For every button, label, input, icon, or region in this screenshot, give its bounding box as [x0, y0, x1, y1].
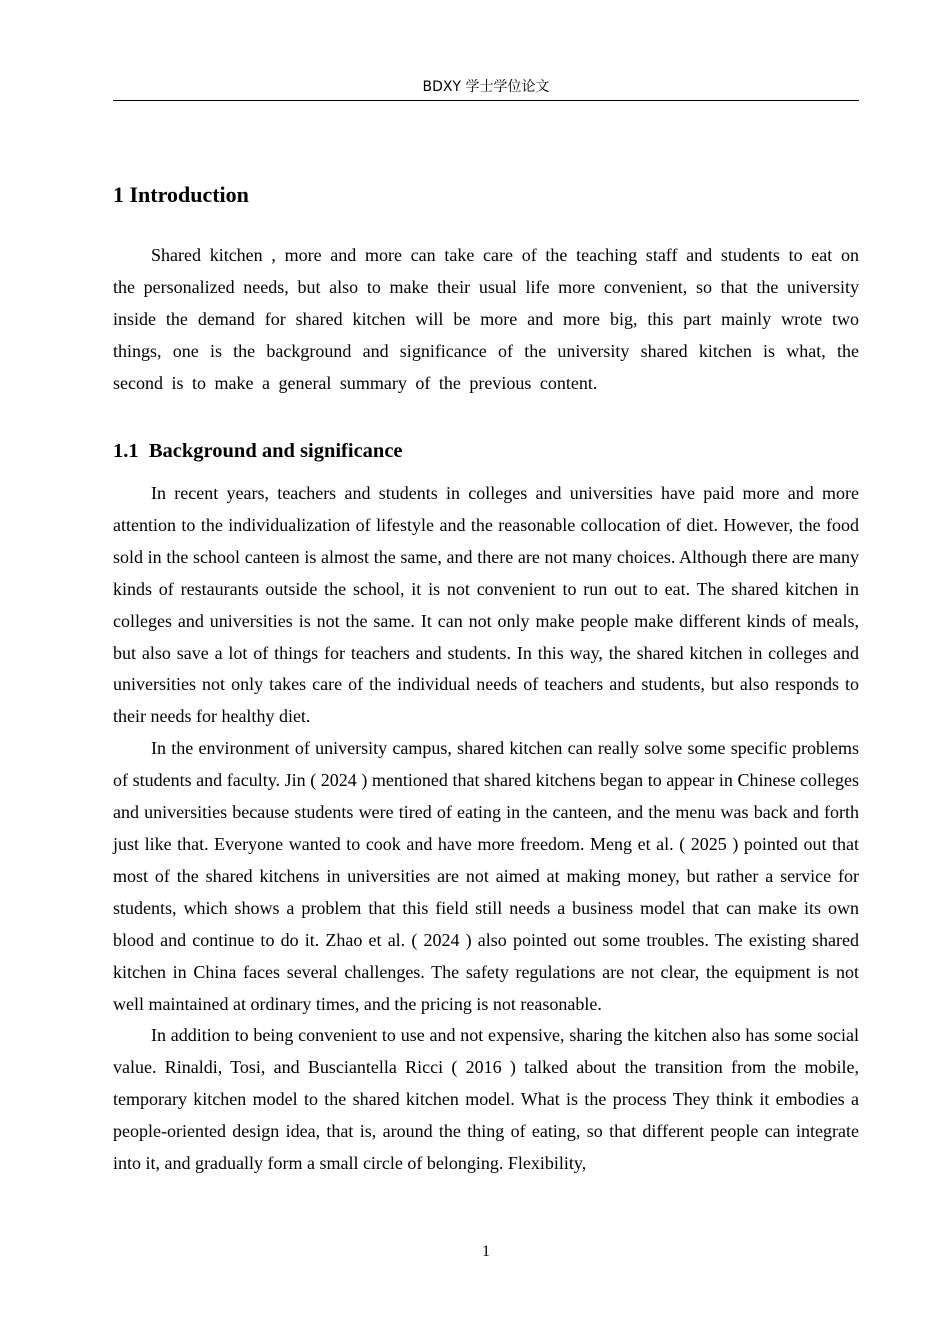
- body-paragraph: In the environment of university campus, shared kitchen can really solve some specific problems of students and faculty. Jin ( 2024 ) mentioned that shared kitchens began to appear in Chinese colleges and universities because students were tired of eating in the canteen, and the menu was back and forth just like that. Everyone wanted to cook and have more freedom. Meng et al. ( 2025 ) pointed out that most of the shared kitchens in universities are not aimed at making money, but rather a service for students, which shows a problem that this field still needs a business model that can make its own blood and continue to do it. Zhao et al. ( 2024 ) also pointed out some troubles. The existing shared kitchen in China faces several challenges. The safety regulations are not clear, the equipment is not well maintained at ordinary times, and the pricing is not reasonable.: [113, 738, 859, 1014]
- section-title: 1 Introduction: [113, 182, 249, 207]
- running-header: BDXY 学士学位论文: [422, 79, 550, 95]
- header-rule: [113, 100, 859, 101]
- intro-paragraph: Shared kitchen , more and more can take care of the teaching staff and students to eat on the personalized needs, but also to make their usual life more convenient, so that the university inside the demand for shared kitchen will be more and more big, this part mainly wrote two things, one is the background and significance of the university shared kitchen is what, the second is to make a general summary of the previous content.: [113, 245, 859, 393]
- subsection-title: 1.1 Background and significance: [113, 440, 403, 462]
- body-paragraph: In recent years, teachers and students in colleges and universities have paid more and more attention to the individualization of lifestyle and the reasonable collocation of diet. However, the food sold in the school canteen is almost the same, and there are not many choices. Although there are many kinds of restaurants outside the school, it is not convenient to run out to eat. The shared kitchen in colleges and universities is not the same. It can not only make people make different kinds of meals, but also save a lot of things for teachers and students. In this way, the shared kitchen in colleges and universities not only takes care of the individual needs of teachers and students, but also responds to their needs for healthy diet.: [113, 483, 859, 727]
- page-body: [113, 178, 859, 1180]
- body-paragraph: In addition to being convenient to use and not expensive, sharing the kitchen also has some social value. Rinaldi, Tosi, and Busciantella Ricci ( 2016 ) talked about the transition from the mobile, temporary kitchen model to the shared kitchen model. What is the process They think it embodies a people-oriented design idea, that is, around the thing of eating, so that different people can integrate into it, and gradually form a small circle of belonging. Flexibility,: [113, 1025, 859, 1174]
- page-number: 1: [482, 1243, 490, 1260]
